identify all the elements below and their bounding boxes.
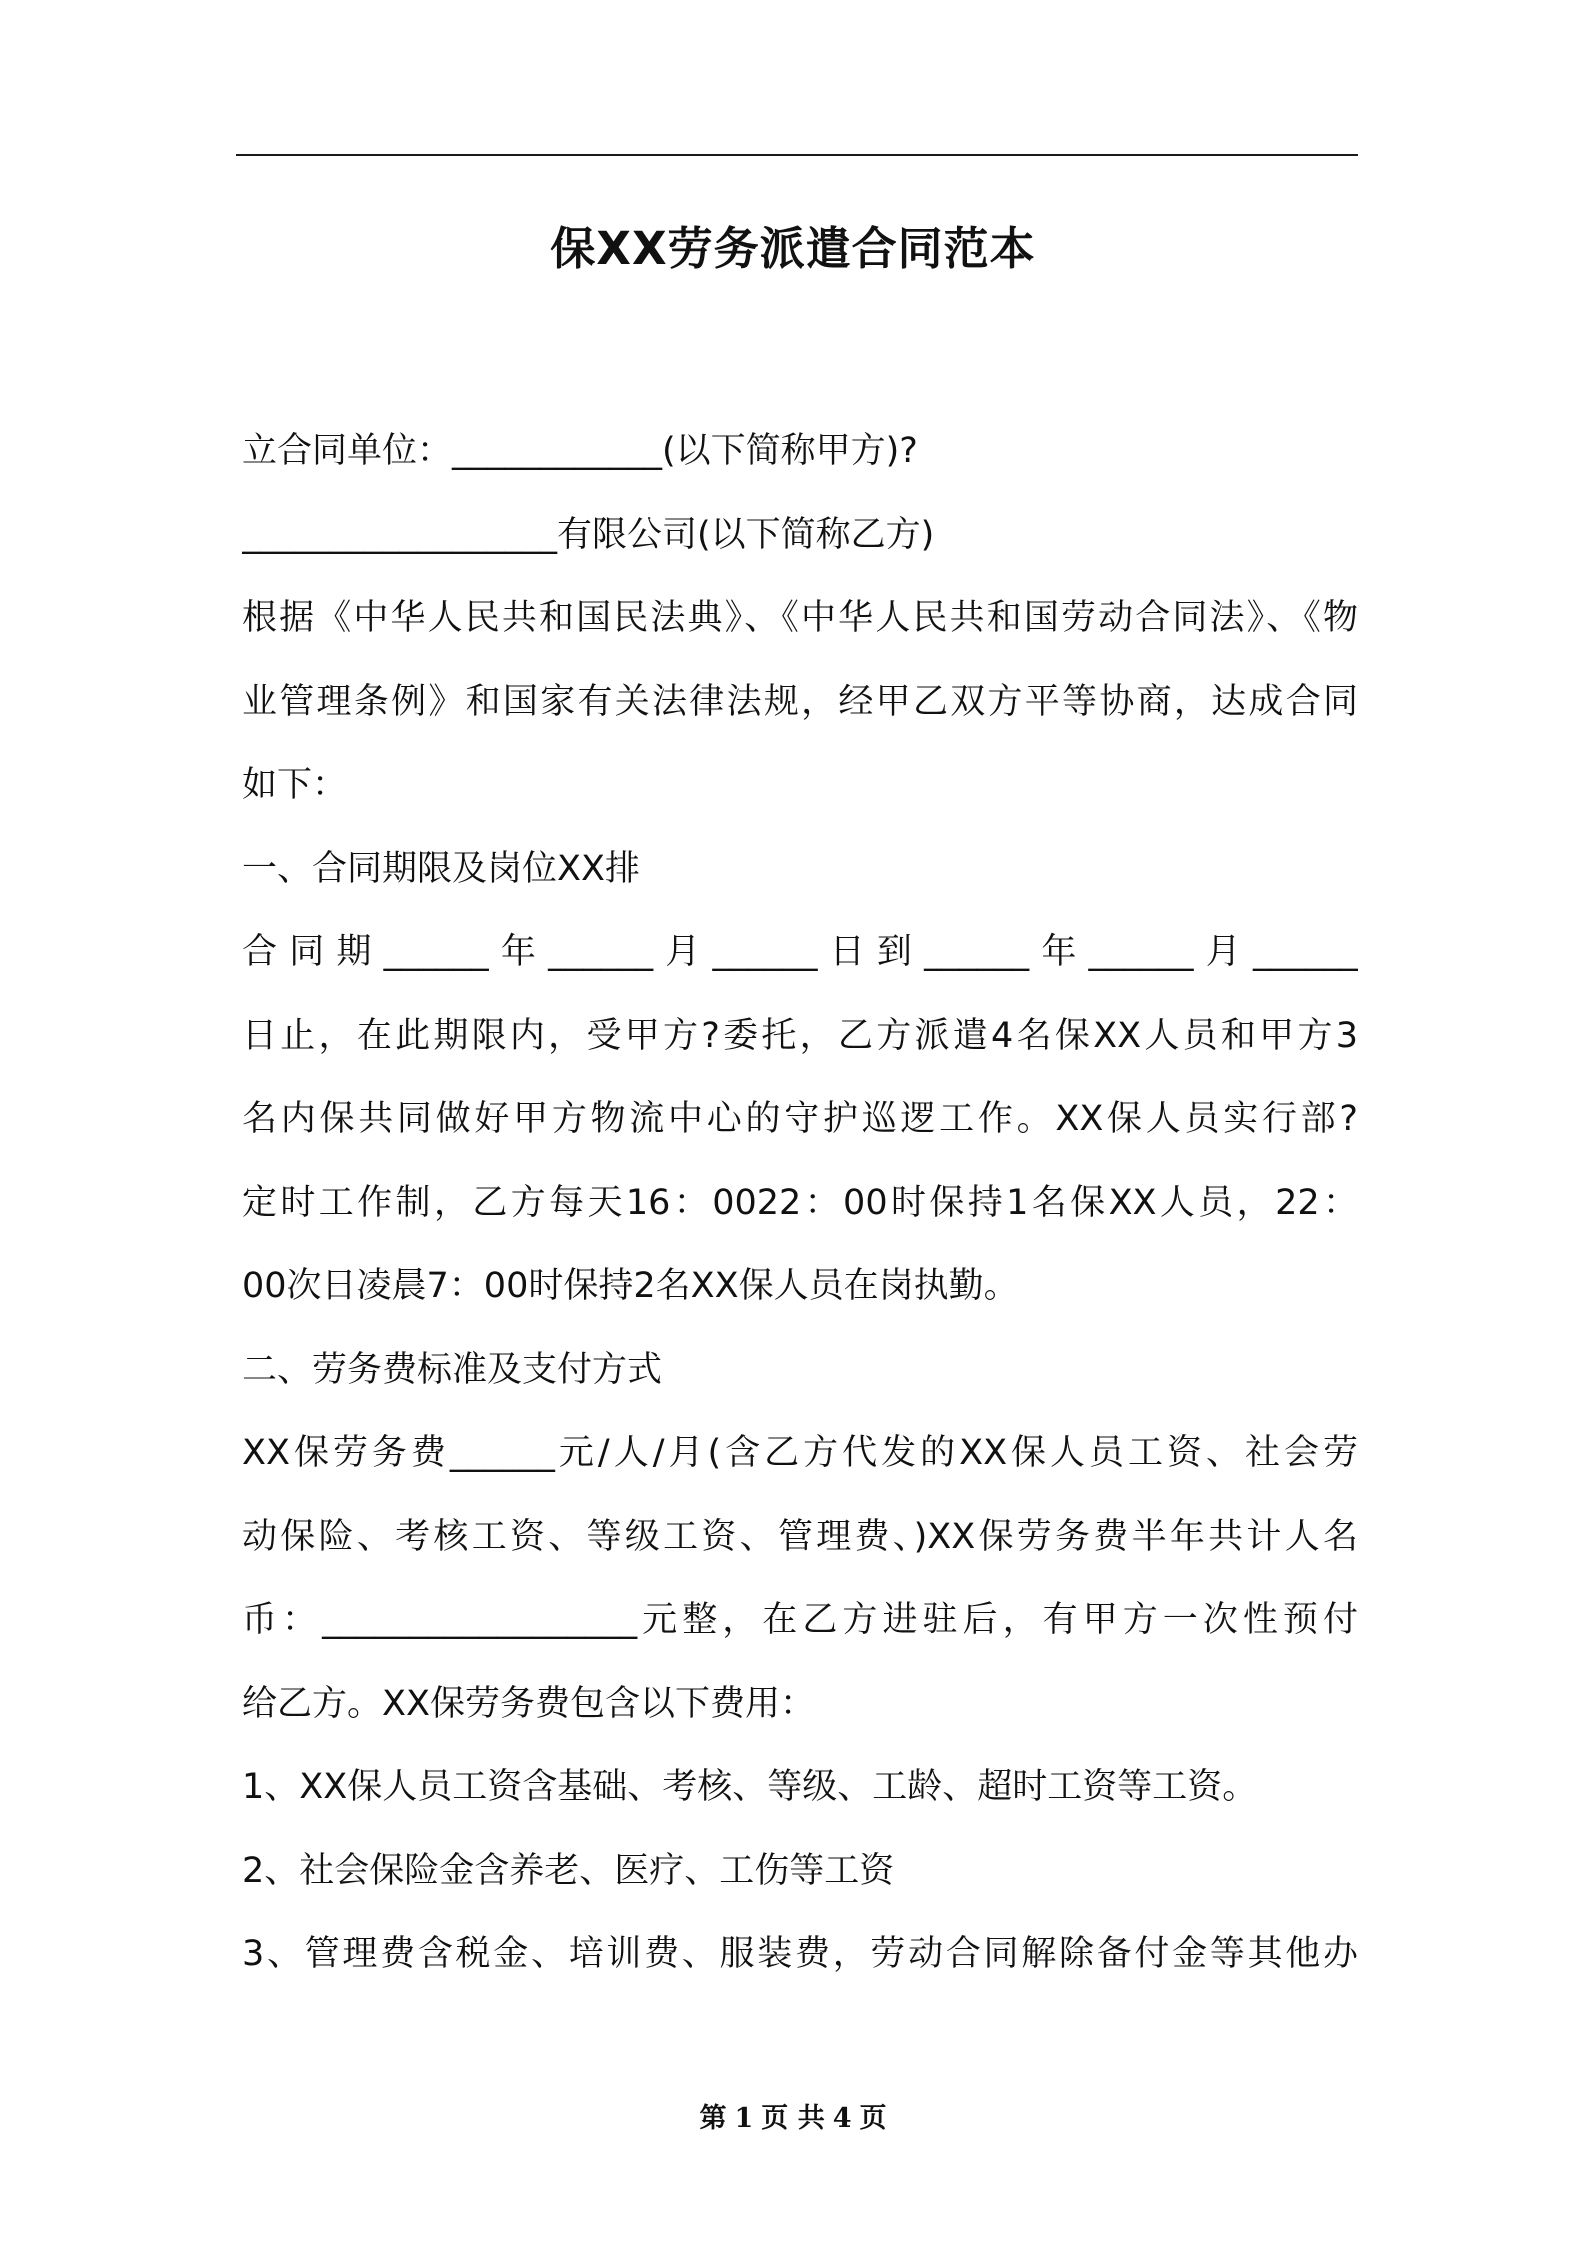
header-rule [236, 154, 1358, 156]
footer-prefix: 第 [699, 2103, 727, 2134]
list-item: 2、社会保险金含养老、医疗、工伤等工资 [242, 1850, 895, 1891]
document-body [242, 410, 1358, 1997]
section-heading: 二、劳务费标准及支付方式 [242, 1349, 663, 1390]
footer-middle: 页 共 [761, 2103, 825, 2134]
paragraph-line: 合同期______年______月______日到______年______月______ [242, 932, 1358, 972]
paragraph-line: 00次日凌晨7：00时保持2名XX保人员在岗执勤。 [242, 1266, 1019, 1306]
paragraph-line: 如下： [242, 765, 348, 805]
paragraph-line: 根据《中华人民共和国民法典》、《中华人民共和国劳动合同法》、《物 [242, 598, 1358, 638]
footer-current-page: 1 [734, 2103, 754, 2134]
document-title: 保XX劳务派遣合同范本 [550, 222, 1036, 275]
paragraph-line: 日止，在此期限内，受甲方?委托，乙方派遣4名保XX人员和甲方3 [242, 1015, 1358, 1056]
list-item: 1、XX保人员工资含基础、考核、等级、工龄、超时工资等工资。 [242, 1767, 1258, 1807]
paragraph-line: 名内保共同做好甲方物流中心的守护巡逻工作。XX保人员实行部? [242, 1099, 1358, 1139]
paragraph-line: 业管理条例》和国家有关法律法规，经甲乙双方平等协商，达成合同 [242, 681, 1358, 722]
paragraph-line: 币：__________________元整，在乙方进驻后，有甲方一次性预付 [242, 1600, 1358, 1640]
footer-total-pages: 4 [832, 2103, 852, 2134]
paragraph-line: XX保劳务费______元/人/月(含乙方代发的XX保人员工资、社会劳 [242, 1433, 1358, 1473]
paragraph-line: 动保险、考核工资、等级工资、管理费、)XX保劳务费半年共计人名 [242, 1516, 1358, 1557]
paragraph-line: 给乙方。XX保劳务费包含以下费用： [242, 1683, 815, 1724]
section-heading: 一、合同期限及岗位XX排 [242, 848, 640, 889]
paragraph-line: 定时工作制，乙方每天16：0022：00时保持1名保XX人员，22： [242, 1182, 1358, 1223]
party-b-line: __________________有限公司(以下简称乙方) [242, 514, 935, 555]
footer-suffix: 页 [859, 2103, 887, 2134]
page-footer [0, 2096, 1586, 2135]
list-item: 3、管理费含税金、培训费、服装费，劳动合同解除备付金等其他办 [242, 1934, 1358, 1974]
party-a-line: 立合同单位：____________(以下简称甲方)? [242, 431, 918, 471]
